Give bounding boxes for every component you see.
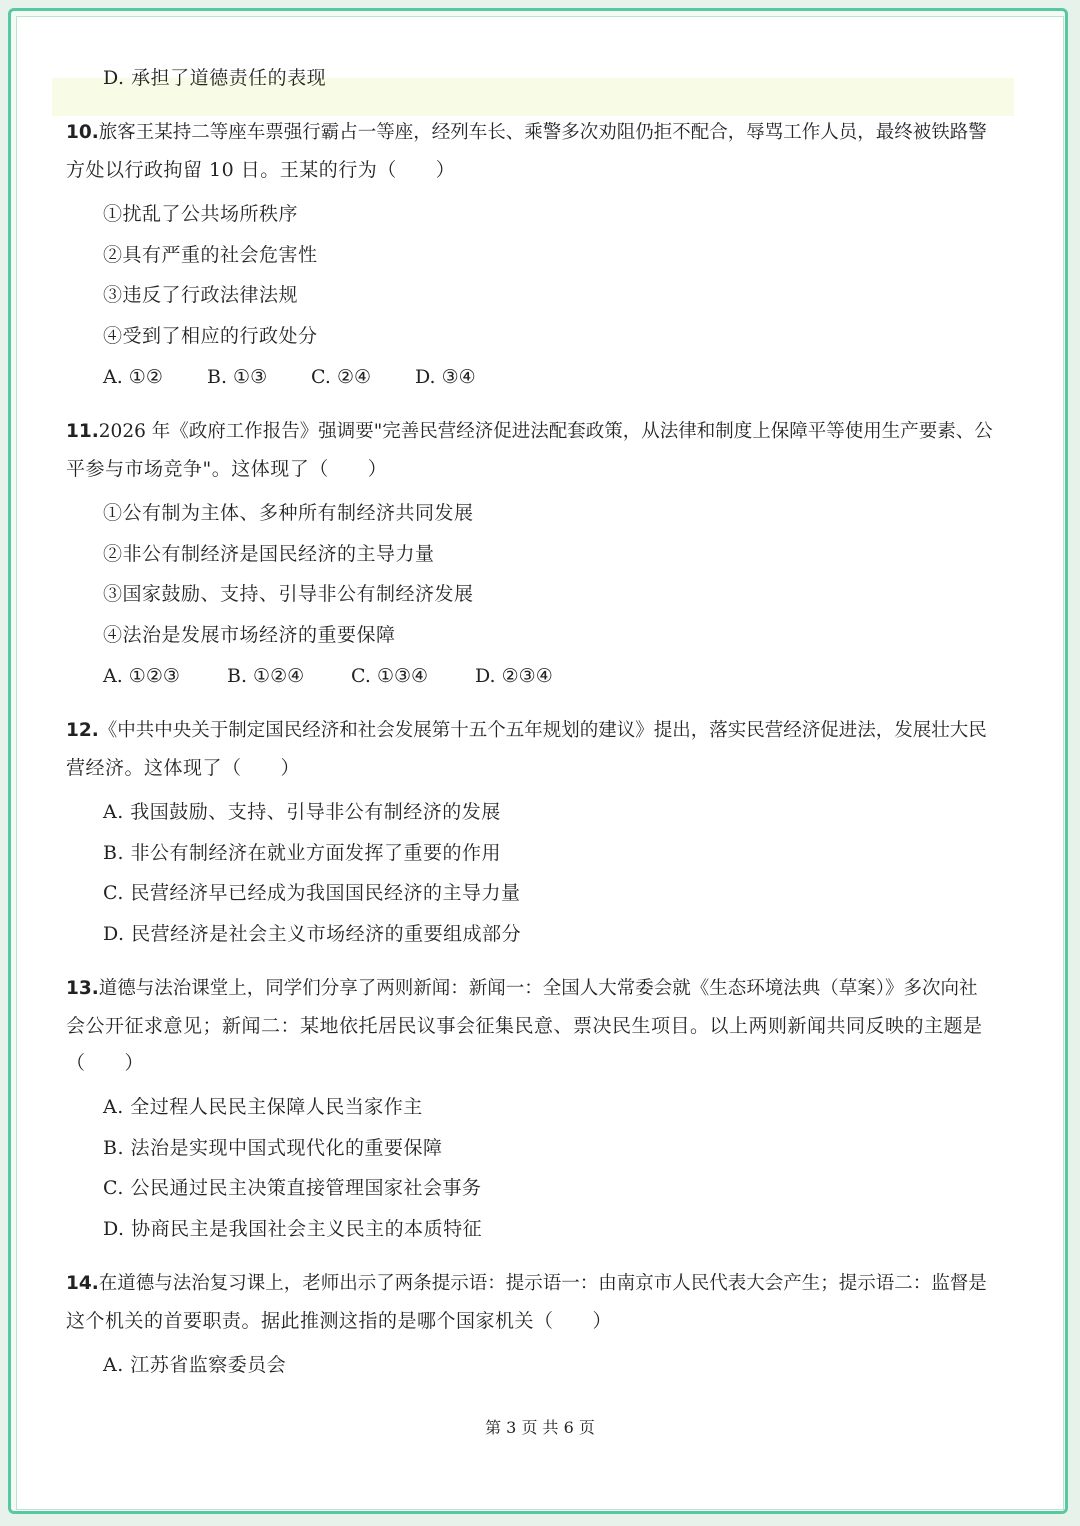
q14-option-a: A. 江苏省监察委员会: [103, 1354, 287, 1376]
q12-option-c: C. 民营经济早已经成为我国国民经济的主导力量: [103, 882, 521, 904]
q14-text1: 在道德与法治复习课上，老师出示了两条提示语：提示语一：由南京市人民代表大会产生；提示语二：监督是: [98, 1273, 987, 1294]
q10-choices: [103, 365, 476, 389]
q13-text1: 道德与法治课堂上，同学们分享了两则新闻：新闻一：全国人大常委会就《生态环境法典（草案）》多次向社: [98, 978, 978, 999]
q11-text1: 2026 年《政府工作报告》强调要"完善民营经济促进法配套政策，从法律和制度上保障平等使用生产要素、公: [98, 421, 993, 442]
q13-option-b: B. 法治是实现中国式现代化的重要保障: [103, 1137, 443, 1159]
q10-choice-c: C. ②④: [311, 366, 372, 388]
q12-text1: 《中共中央关于制定国民经济和社会发展第十五个五年规划的建议》提出，落实民营经济促进法，发展壮大民: [98, 720, 987, 741]
q9-option-d: D. 承担了道德责任的表现: [103, 67, 327, 89]
q13-number: 13.: [66, 978, 99, 999]
q10-item-3: ③违反了行政法律法规: [103, 284, 299, 306]
q13-option-d: D. 协商民主是我国社会主义民主的本质特征: [103, 1218, 483, 1240]
q13-option-a: A. 全过程人民民主保障人民当家作主: [103, 1096, 423, 1118]
q11-item-1: ①公有制为主体、多种所有制经济共同发展: [103, 502, 474, 524]
q11-choice-b: B. ①②④: [227, 665, 305, 687]
q10-item-4: ④受到了相应的行政处分: [103, 325, 318, 347]
q10-item-1: ①扰乱了公共场所秩序: [103, 203, 299, 225]
q13-stem-line2: 会公开征求意见；新闻二：某地依托居民议事会征集民意、票决民生项目。以上两则新闻共同反映的主题是: [66, 1015, 983, 1037]
q12-number: 12.: [66, 720, 99, 741]
q11-item-2: ②非公有制经济是国民经济的主导力量: [103, 543, 435, 565]
q11-choices: [103, 664, 553, 688]
q12-option-a: A. 我国鼓励、支持、引导非公有制经济的发展: [103, 801, 501, 823]
q13-option-c: C. 公民通过民主决策直接管理国家社会事务: [103, 1177, 482, 1199]
q14-stem-line1: [66, 1272, 987, 1296]
q10-choice-b: B. ①③: [207, 366, 268, 388]
q10-choice-a: A. ①②: [103, 366, 163, 388]
q12-option-b: B. 非公有制经济在就业方面发挥了重要的作用: [103, 842, 502, 864]
q11-stem-line2: 平参与市场竞争"。这体现了（ ）: [66, 458, 388, 480]
q11-item-4: ④法治是发展市场经济的重要保障: [103, 624, 396, 646]
q11-choice-a: A. ①②③: [103, 665, 180, 687]
q10-choice-d: D. ③④: [415, 366, 476, 388]
q11-choice-c: C. ①③④: [351, 665, 429, 687]
q12-stem-line2: 营经济。这体现了（ ）: [66, 757, 301, 779]
q10-stem-line2: 方处以行政拘留 10 日。王某的行为（ ）: [66, 159, 456, 181]
q11-item-3: ③国家鼓励、支持、引导非公有制经济发展: [103, 583, 474, 605]
q14-stem-line2: 这个机关的首要职责。据此推测这指的是哪个国家机关（ ）: [66, 1310, 613, 1332]
q11-choice-d: D. ②③④: [475, 665, 553, 687]
q14-number: 14.: [66, 1273, 99, 1294]
q13-stem-line3: （ ）: [66, 1052, 145, 1074]
q10-item-2: ②具有严重的社会危害性: [103, 244, 318, 266]
page-number: 第 3 页 共 6 页: [485, 1418, 595, 1437]
q11-number: 11.: [66, 421, 99, 442]
q11-stem-line1: [66, 420, 993, 444]
q12-stem-line1: [66, 719, 987, 743]
q10-number: 10.: [66, 122, 99, 143]
q13-stem-line1: [66, 977, 978, 1001]
q10-stem-line1: [66, 121, 987, 145]
q10-text1: 旅客王某持二等座车票强行霸占一等座，经列车长、乘警多次劝阻仍拒不配合，辱骂工作人员，最终被铁路警: [98, 122, 987, 143]
q12-option-d: D. 民营经济是社会主义市场经济的重要组成部分: [103, 923, 522, 945]
